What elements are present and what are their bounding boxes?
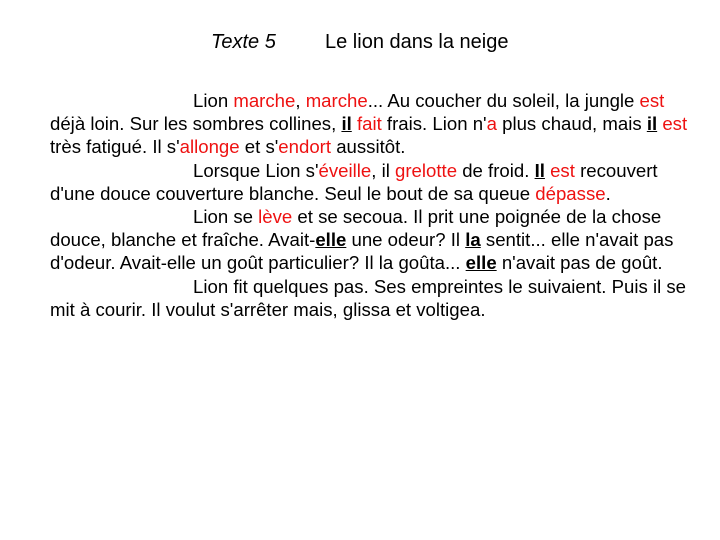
text-run: Lorsque Lion s' xyxy=(193,159,319,181)
paragraph-3 xyxy=(50,205,702,275)
highlighted-word: fait xyxy=(356,113,382,135)
highlighted-word: endort xyxy=(278,136,332,158)
paragraph-4 xyxy=(50,275,702,321)
highlighted-word: est xyxy=(550,159,575,181)
highlighted-word: il xyxy=(646,113,658,135)
text-run: une odeur? Il xyxy=(346,229,466,251)
text-run: de froid. xyxy=(457,159,535,181)
text-run: déjà loin. Sur les sombres collines, xyxy=(50,113,342,135)
highlighted-word: allonge xyxy=(179,136,240,158)
highlighted-word: elle xyxy=(315,229,347,251)
text-run: ... Au coucher du soleil, la jungle xyxy=(367,90,640,111)
highlighted-word: elle xyxy=(465,252,497,274)
highlighted-word: Il xyxy=(534,159,545,181)
highlighted-word: est xyxy=(662,113,688,135)
text-run: frais. Lion n' xyxy=(381,113,487,135)
highlighted-word: la xyxy=(465,229,481,251)
highlighted-word: il xyxy=(341,113,352,135)
highlighted-word: a xyxy=(486,113,497,135)
text-run: Lion se xyxy=(193,206,259,228)
text-run: n'avait pas de goût. xyxy=(496,252,663,274)
text-number-label: Texte 5 xyxy=(211,31,276,53)
text-run: sentit... elle n'avait pas d'odeur. Avait-elle un goût particulier? Il la goûta... xyxy=(50,229,674,274)
text-run: Lion xyxy=(193,90,234,111)
text-run: , xyxy=(295,90,306,111)
highlighted-word: lève xyxy=(258,206,293,228)
highlighted-word: éveille xyxy=(318,159,372,181)
text-run: recouvert d'une douce couverture blanche. Seul le bout de sa queue xyxy=(50,159,658,204)
highlighted-word: marche xyxy=(233,90,296,111)
highlighted-word: est xyxy=(639,90,665,111)
paragraph-1 xyxy=(50,89,702,159)
paragraph-2 xyxy=(50,159,702,205)
story-title: Le lion dans la neige xyxy=(325,31,509,53)
text-run: très fatigué. Il s' xyxy=(50,136,180,158)
story-body xyxy=(50,89,702,321)
text-run: aussitôt. xyxy=(331,136,406,158)
text-run: et s' xyxy=(239,136,279,158)
text-run: plus chaud, mais xyxy=(496,113,647,135)
highlighted-word: dépasse xyxy=(535,182,606,204)
text-run: et se secoua. Il prit une poignée de la chose douce, blanche et fraîche. Avait- xyxy=(50,206,662,251)
text-run: , il xyxy=(371,159,396,181)
highlighted-word: grelotte xyxy=(395,159,458,181)
text-run: . xyxy=(605,182,611,204)
text-run: Lion fit quelques pas. Ses empreintes le suivaient. Puis il se mit à courir. Il voulut s'arrêter mais, glissa et voltigea. xyxy=(50,275,687,320)
highlighted-word: marche xyxy=(305,90,368,111)
